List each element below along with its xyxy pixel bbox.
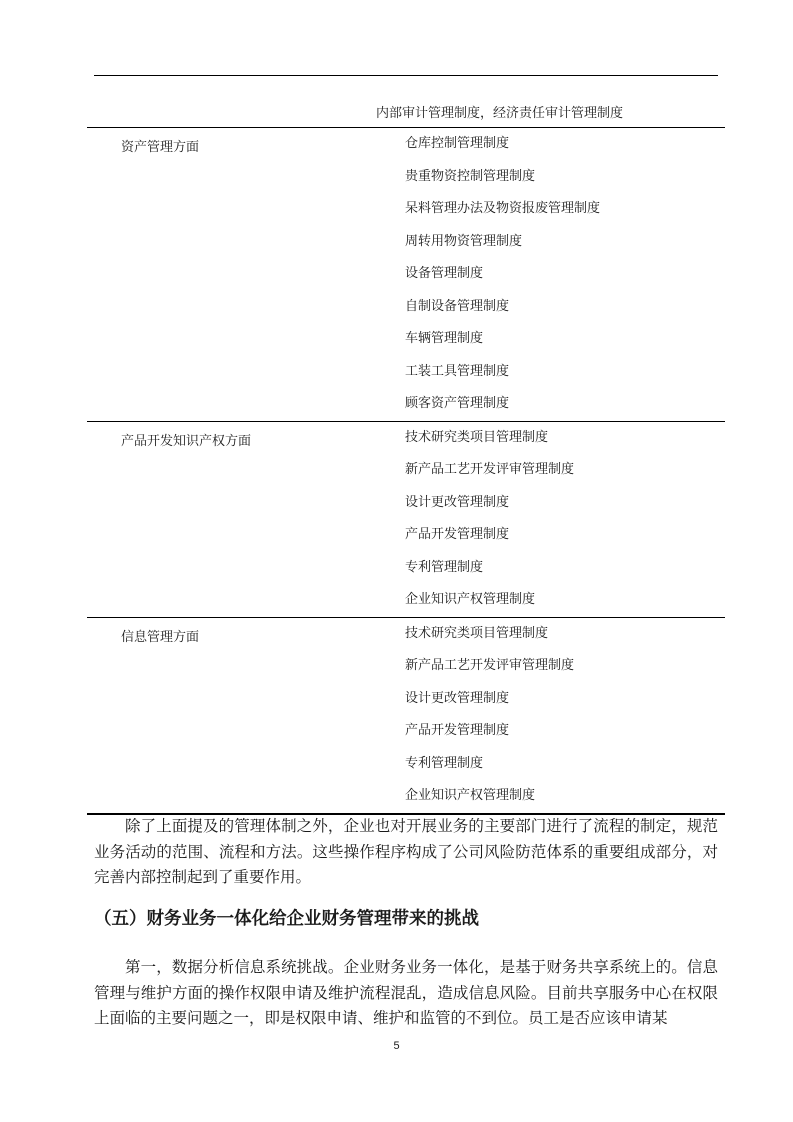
item-cell: 企业知识产权管理制度 xyxy=(405,592,536,607)
item-cell: 技术研究类项目管理制度 xyxy=(405,429,549,445)
item-cell: 企业知识产权管理制度 xyxy=(405,788,536,803)
item-cell: 专利管理制度 xyxy=(405,755,484,771)
body-paragraph: 除了上面提及的管理体制之外，企业也对开展业务的主要部门进行了流程的制定，规范业务活动的范围、流程和方法。这些操作程序构成了公司风险防范体系的重要组成部分，对完善内部控制起到了重要作用。 xyxy=(94,817,718,886)
item-cell: 贵重物资控制管理制度 xyxy=(405,168,536,184)
item-cell: 车辆管理制度 xyxy=(405,331,484,346)
item-cell: 顾客资产管理制度 xyxy=(405,396,510,411)
table-group-info xyxy=(87,618,725,813)
item-cell: 新产品工艺开发评审管理制度 xyxy=(405,462,575,477)
table-group-assets xyxy=(87,128,725,421)
item-cell: 设计更改管理制度 xyxy=(405,494,510,510)
continuation-cell: 内部审计管理制度，经济责任审计管理制度 xyxy=(376,106,624,121)
item-cell: 新产品工艺开发评审管理制度 xyxy=(405,658,575,673)
section-heading: （五）财务业务一体化给企业财务管理带来的挑战 xyxy=(94,909,479,929)
item-cell: 设备管理制度 xyxy=(405,266,484,281)
item-cell: 产品开发管理制度 xyxy=(405,723,510,738)
category-cell: 资产管理方面 xyxy=(121,140,200,155)
item-cell: 专利管理制度 xyxy=(405,559,484,575)
page-number: 5 xyxy=(393,1040,400,1052)
item-cell: 工装工具管理制度 xyxy=(405,363,510,379)
category-cell: 信息管理方面 xyxy=(121,629,200,645)
body-paragraph: 第一，数据分析信息系统挑战。企业财务业务一体化，是基于财务共享系统上的。信息管理与维护方面的操作权限申请及维护流程混乱，造成信息风险。目前共享服务中心在权限上面临的主要问题之一，即是权限申请、维护和监管的不到位。员工是否应该申请某 xyxy=(94,958,718,1027)
header-rule xyxy=(94,75,718,76)
regulation-table xyxy=(87,95,725,815)
item-cell: 产品开发管理制度 xyxy=(405,527,510,542)
item-cell: 自制设备管理制度 xyxy=(405,298,510,314)
table-group-product-ip xyxy=(87,422,725,617)
item-cell: 设计更改管理制度 xyxy=(405,690,510,706)
item-cell: 仓库控制管理制度 xyxy=(405,136,510,151)
table-continuation-row xyxy=(87,95,725,127)
item-cell: 技术研究类项目管理制度 xyxy=(405,625,549,641)
item-cell: 呆料管理办法及物资报废管理制度 xyxy=(405,201,601,216)
item-cell: 周转用物资管理制度 xyxy=(405,233,523,249)
category-cell: 产品开发知识产权方面 xyxy=(121,433,252,449)
